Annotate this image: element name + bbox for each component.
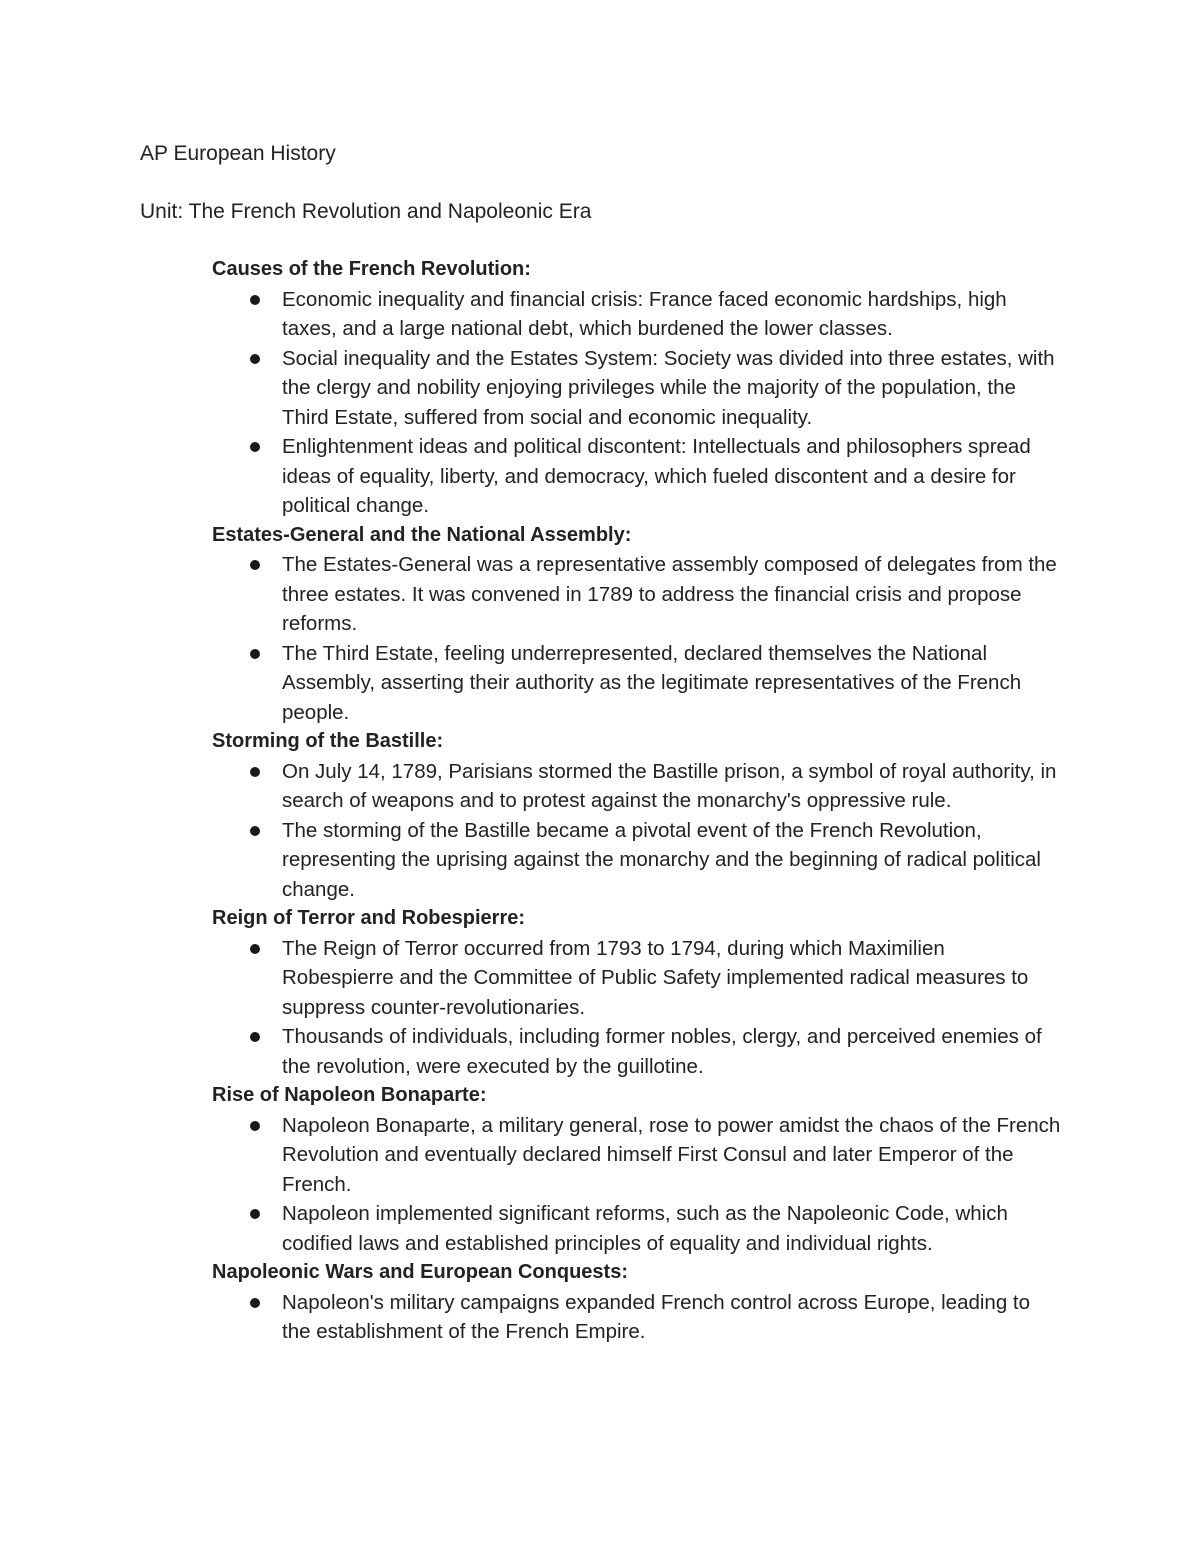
bullet-icon <box>250 442 260 452</box>
bullet-list <box>212 757 1082 905</box>
bullet-text: Napoleon's military campaigns expanded French control across Europe, leading to the establishment of the French Empire. <box>282 1290 1031 1343</box>
list-item <box>212 1022 1062 1081</box>
bullet-text: The Third Estate, feeling underrepresented, declared themselves the National Assembly, asserting their authority as the legitimate representatives of the French people. <box>282 641 1022 724</box>
section-reign-of-terror <box>212 904 1082 1081</box>
list-item <box>212 344 1062 433</box>
section-heading: Rise of Napoleon Bonaparte: <box>212 1084 487 1106</box>
list-item <box>212 550 1062 639</box>
bullet-list <box>212 1111 1082 1259</box>
unit-title: Unit: The French Revolution and Napoleonic Era <box>140 200 592 223</box>
bullet-icon <box>250 354 260 364</box>
list-item <box>212 1199 1062 1258</box>
bullet-icon <box>250 1298 260 1308</box>
bullet-icon <box>250 767 260 777</box>
bullet-text: Social inequality and the Estates System: Society was divided into three estates, with the clergy and nobility enjoying privileges while the majority of the population, the Third Estate, suffered from social and economic inequality. <box>282 346 1055 429</box>
bullet-text: Napoleon Bonaparte, a military general, rose to power amidst the chaos of the French Revolution and eventually declared himself First Consul and later Emperor of the French. <box>282 1113 1061 1196</box>
bullet-list <box>212 1288 1082 1347</box>
document-title: AP European History <box>140 142 336 165</box>
section-heading: Causes of the French Revolution: <box>212 258 531 280</box>
list-item <box>212 816 1062 905</box>
bullet-icon <box>250 560 260 570</box>
bullet-text: Thousands of individuals, including former nobles, clergy, and perceived enemies of the revolution, were executed by the guillotine. <box>282 1025 1042 1078</box>
list-item <box>212 432 1062 521</box>
bullet-text: The Estates-General was a representative assembly composed of delegates from the three estates. It was convened in 1789 to address the financial crisis and propose reforms. <box>282 553 1057 635</box>
bullet-text: Economic inequality and financial crisis: France faced economic hardships, high taxes, and a large national debt, which burdened the lower classes. <box>282 287 1007 340</box>
section-heading: Reign of Terror and Robespierre: <box>212 907 526 929</box>
section-causes <box>212 255 1082 521</box>
list-item <box>212 1288 1062 1347</box>
list-item <box>212 285 1062 344</box>
section-bastille <box>212 727 1082 904</box>
list-item <box>212 757 1062 816</box>
bullet-list <box>212 934 1082 1082</box>
section-napoleon-rise <box>212 1081 1082 1258</box>
bullet-icon <box>250 944 260 954</box>
bullet-text: Napoleon implemented significant reforms, such as the Napoleonic Code, which codified laws and established principles of equality and individual rights. <box>282 1202 1008 1255</box>
bullet-icon <box>250 1032 260 1042</box>
bullet-text: The Reign of Terror occurred from 1793 to 1794, during which Maximilien Robespierre and the Committee of Public Safety implemented radical measures to suppress counter-revolutionaries. <box>282 936 1029 1019</box>
section-heading: Estates-General and the National Assembly: <box>212 523 632 546</box>
list-item <box>212 934 1062 1023</box>
bullet-list <box>212 550 1082 727</box>
bullet-icon <box>250 1209 260 1219</box>
section-heading: Napoleonic Wars and European Conquests: <box>212 1261 628 1283</box>
bullet-icon <box>250 826 260 836</box>
bullet-icon <box>250 295 260 305</box>
notes-body <box>212 255 1082 1347</box>
bullet-list <box>212 285 1082 521</box>
bullet-icon <box>250 1121 260 1131</box>
bullet-text: The storming of the Bastille became a pivotal event of the French Revolution, representing the uprising against the monarchy and the beginning of radical political change. <box>282 818 1041 901</box>
bullet-text: Enlightenment ideas and political discontent: Intellectuals and philosophers spread ideas of equality, liberty, and democracy, which fueled discontent and a desire for political change. <box>282 435 1031 517</box>
bullet-icon <box>250 649 260 659</box>
list-item <box>212 1111 1062 1200</box>
bullet-text: On July 14, 1789, Parisians stormed the Bastille prison, a symbol of royal authority, in search of weapons and to protest against the monarchy's oppressive rule. <box>282 759 1057 812</box>
section-estates-general <box>212 521 1082 728</box>
section-heading: Storming of the Bastille: <box>212 730 444 752</box>
list-item <box>212 639 1062 728</box>
section-napoleonic-wars <box>212 1258 1082 1347</box>
